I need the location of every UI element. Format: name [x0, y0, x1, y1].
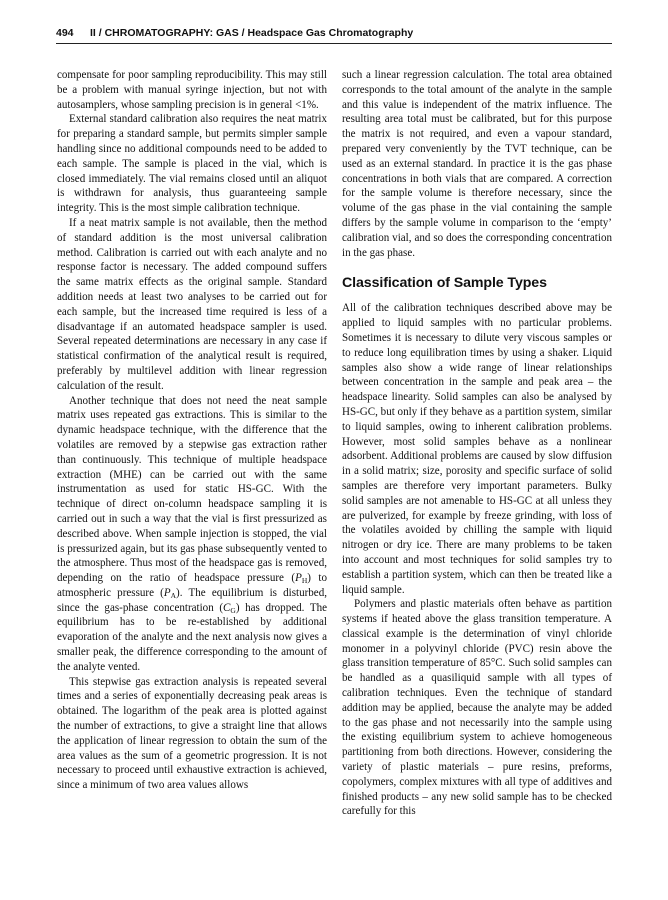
left-column	[57, 68, 327, 793]
running-header	[56, 27, 612, 47]
paragraph-mhe	[57, 394, 327, 675]
paragraph: All of the calibration techniques described above may be applied to liquid samples with no particular problems. Sometimes it is necessary to dilute very viscous samples or to reduce long equilibration times by using a shaker. Liquid samples also show a wide range of linear relationships between concentration in the sample and peak area – the headspace linearity. Solid samples can also be analysed by HS-GC, but only if they behave as a partition system, similar to liquid samples, owing to inherent calibration problems. However, most solid samples behave as a nonlinear adsorbent. Additional problems are caused by slow diffusion in a solid matrix; size, porosity and specific surface of solid samples are therefore very important parameters. Bulky solid samples are not amenable to HS-GC at all unless they are pulverized, for example by freeze grinding, with loss of the volatiles avoided by chilling the sample with liquid nitrogen or dry ice. There are many problems to be taken into account and most techniques for solid samples try to establish a partition system, which can then be treated like a liquid sample.	[342, 302, 612, 596]
paragraph: such a linear regression calculation. The total area obtained corresponds to the total amount of the analyte in the sample and this value is independent of the matrix influence. The resulting area total must be calibrated, but for this purpose the matrix is not required, and even a vapour standard, prepared very conveniently by the TVT technique, can be used as an external standard. In practice it is the gas phase concentrations in both vials that are compared. A correction for the sample volume is therefore necessary, since the volume of the gas phase in the vial containing the sample differs by the sample volume in comparison to the ‘empty’ calibration vial, and so does the corresponding concentration in the gas phase.	[342, 69, 612, 259]
subscript: G	[230, 605, 236, 615]
paragraph: If a neat matrix sample is not available, then the method of standard addition is the most universal calibration method. Calibration is carried out with each analyte and no response factor is necessary. The added compound suffers the same matrix effects as the original sample. Standard addition needs at least two analyses to be carried out for each sample, but the increased time required is less of a disadvantage if an automated headspace sampler is used. Several repeated determinations are necessary in any case if statistical confirmation of the analytical result is required, preferably by multilevel addition with linear regression calculation of the result.	[57, 216, 327, 392]
page-number: 494	[56, 27, 74, 39]
text-run: ). The equilibrium is disturbed, since the gas-phase concentration (	[57, 586, 327, 614]
running-head-title: II / CHROMATOGRAPHY: GAS / Headspace Gas Chromatography	[90, 27, 414, 39]
subscript: A	[170, 590, 177, 600]
paragraph: External standard calibration also requires the neat matrix for preparing a standard sample, but permits simpler sample handling since no additional compounds need to be added to each sample. The sample is placed in the vial, which is closed immediately. The vial remains closed until an aliquot is withdrawn for analysis, thus guaranteeing sample integrity. This is the most simple calibration technique.	[57, 113, 327, 215]
text-run: Another technique that does not need the neat sample matrix uses repeated gas extractions. This is similar to the dynamic headspace technique, with the difference that the volatiles are removed by a stepwise gas extraction rather than continuously. This technique of multiple headspace extraction (MHE) can be carried out with the same instrumentation as used for static HS-GC. With the technique of direct on-column headspace sampling it is carried out in such a way that the vial is first pressurized as described above. When sample injection is stopped, the vial is pressurized again, but its gas phase subsequently vented to the atmosphere. Thus most of the headspace gas is removed, depending on the ratio of headspace pressure (	[57, 394, 327, 585]
subscript: H	[301, 576, 308, 586]
right-column	[342, 68, 612, 819]
text-run: ) to atmospheric pressure (	[57, 572, 327, 599]
header-rule	[56, 43, 612, 44]
paragraph: This stepwise gas extraction analysis is repeated several times and a series of exponentially decreasing peak areas is obtained. The logarithm of the peak area is plotted against the number of extractions, to give a straight line that allows the application of linear regression to obtain the sum of the area values as the sum of a geometric progression. It is not necessary to proceed until exhaustive extraction is achieved, since a minimum of two area values allows	[57, 675, 327, 792]
paragraph: Polymers and plastic materials often behave as partition systems if heated above the glass transition temperature. A classical example is the determination of vinyl chloride monomer in a polyvinyl chloride (PVC) resin above the glass transition temperature of 85°C. Such solid samples can be handled as a quasiliquid sample with all types of calibration techniques. Even the technique of standard addition may be applied, because the analyte may be added to the gas phase and not necessarily into the sample using the existing equilibrium system to achieve homogeneous partitioning from both directions. However, considering the variety of plastic materials – pure resins, preforms, copolymers, complex mixtures with all type of additives and finished products – any new solid sample has to be checked carefully for this	[342, 598, 612, 818]
symbol-pressure: P	[295, 572, 302, 585]
symbol-pressure: P	[163, 586, 171, 599]
symbol-concentration: C	[223, 601, 231, 614]
paragraph: compensate for poor sampling reproducibility. This may still be a problem with manual syringe injection, but not with autosamplers, whose sampling precision is in general <1%.	[57, 69, 327, 111]
text-run: ) has dropped. The equilibrium has to be re-established by additional evaporation of the analyte and the next analysis now gives a smaller peak, the difference corresponding to the amount of the analyte vented.	[57, 601, 328, 673]
section-heading: Classification of Sample Types	[342, 275, 547, 292]
